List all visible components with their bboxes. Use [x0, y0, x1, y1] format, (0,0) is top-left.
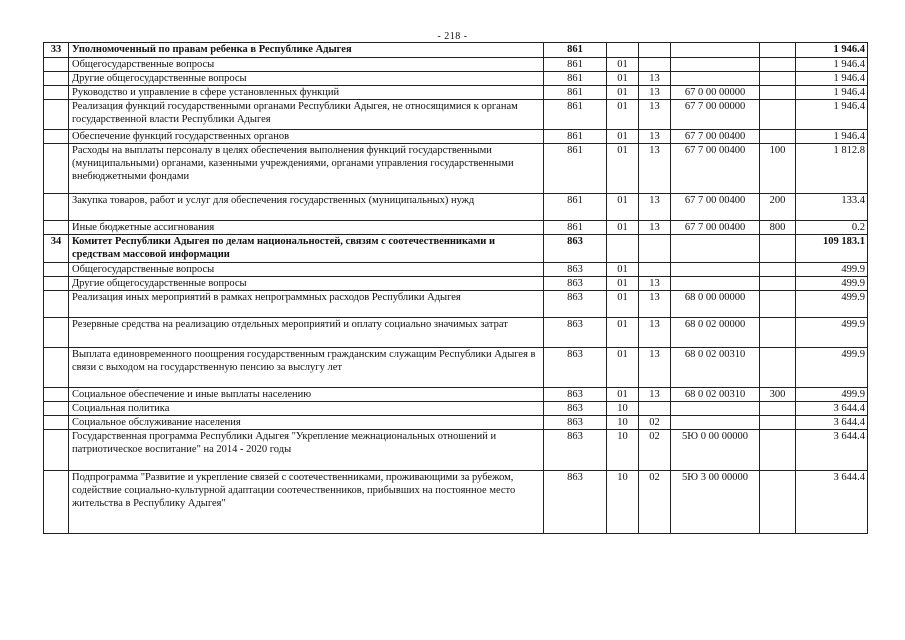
subsection-code-cell: 02 — [639, 471, 671, 534]
table-row — [44, 100, 868, 130]
target-article-code-cell: 68 0 02 00310 — [671, 348, 760, 388]
amount-cell: 499.9 — [796, 263, 868, 277]
item-name-cell: Подпрограмма "Развитие и укрепление связей с соотечественниками, проживающими за рубежом, содействие социально-культурной адаптации соотечественников, прибывших на постоянное место жительства в Республику Адыгея" — [69, 471, 544, 534]
table-row — [44, 471, 868, 534]
subsection-code-cell — [639, 58, 671, 72]
section-code-cell: 01 — [607, 291, 639, 318]
target-article-code-cell: 5Ю 0 00 00000 — [671, 430, 760, 471]
item-name-cell: Иные бюджетные ассигнования — [69, 221, 544, 235]
expense-type-code-cell: 300 — [760, 388, 796, 402]
amount-cell: 3 644.4 — [796, 402, 868, 416]
amount-cell: 1 946.4 — [796, 86, 868, 100]
target-article-code-cell — [671, 43, 760, 58]
row-number-cell: 34 — [44, 235, 69, 263]
target-article-code-cell — [671, 277, 760, 291]
row-number-cell — [44, 402, 69, 416]
table-row — [44, 348, 868, 388]
amount-cell: 3 644.4 — [796, 471, 868, 534]
target-article-code-cell: 5Ю 3 00 00000 — [671, 471, 760, 534]
amount-cell: 133.4 — [796, 194, 868, 221]
target-article-code-cell — [671, 263, 760, 277]
section-code-cell: 01 — [607, 130, 639, 144]
section-code-cell: 01 — [607, 318, 639, 348]
expense-type-code-cell — [760, 318, 796, 348]
expense-type-code-cell — [760, 348, 796, 388]
expense-type-code-cell: 800 — [760, 221, 796, 235]
section-code-cell: 01 — [607, 144, 639, 194]
table-row — [44, 221, 868, 235]
target-article-code-cell: 67 7 00 00400 — [671, 130, 760, 144]
amount-cell: 1 946.4 — [796, 43, 868, 58]
target-article-code-cell — [671, 235, 760, 263]
section-code-cell: 01 — [607, 388, 639, 402]
expense-type-code-cell — [760, 430, 796, 471]
ministry-code-cell: 863 — [544, 263, 607, 277]
table-row — [44, 291, 868, 318]
section-code-cell: 10 — [607, 430, 639, 471]
row-number-cell — [44, 130, 69, 144]
subsection-code-cell — [639, 402, 671, 416]
row-number-cell — [44, 416, 69, 430]
ministry-code-cell: 861 — [544, 221, 607, 235]
target-article-code-cell — [671, 402, 760, 416]
section-code-cell: 01 — [607, 194, 639, 221]
expense-type-code-cell — [760, 86, 796, 100]
item-name-cell: Закупка товаров, работ и услуг для обеспечения государственных (муниципальных) нужд — [69, 194, 544, 221]
item-name-cell: Другие общегосударственные вопросы — [69, 277, 544, 291]
subsection-code-cell: 02 — [639, 430, 671, 471]
expense-type-code-cell — [760, 43, 796, 58]
expense-type-code-cell — [760, 416, 796, 430]
item-name-cell: Расходы на выплаты персоналу в целях обеспечения выполнения функций государственными (муниципальными) органами, казенными учреждениями, органами управления государственными внебюджетными фондами — [69, 144, 544, 194]
section-code-cell: 10 — [607, 471, 639, 534]
ministry-code-cell: 863 — [544, 388, 607, 402]
ministry-code-cell: 863 — [544, 402, 607, 416]
target-article-code-cell: 67 0 00 00000 — [671, 86, 760, 100]
item-name-cell: Государственная программа Республики Адыгея "Укрепление межнациональных отношений и патриотическое воспитание" на 2014 - 2020 годы — [69, 430, 544, 471]
row-number-cell — [44, 144, 69, 194]
table-row — [44, 43, 868, 58]
subsection-code-cell — [639, 235, 671, 263]
table-row — [44, 72, 868, 86]
amount-cell: 499.9 — [796, 277, 868, 291]
budget-table — [43, 42, 868, 534]
item-name-cell: Руководство и управление в сфере установленных функций — [69, 86, 544, 100]
subsection-code-cell: 13 — [639, 144, 671, 194]
amount-cell: 3 644.4 — [796, 430, 868, 471]
section-code-cell — [607, 235, 639, 263]
section-code-cell: 01 — [607, 86, 639, 100]
item-name-cell: Общегосударственные вопросы — [69, 263, 544, 277]
expense-type-code-cell — [760, 235, 796, 263]
section-code-cell: 01 — [607, 263, 639, 277]
subsection-code-cell: 13 — [639, 86, 671, 100]
section-code-cell: 01 — [607, 348, 639, 388]
expense-type-code-cell: 100 — [760, 144, 796, 194]
target-article-code-cell: 68 0 02 00310 — [671, 388, 760, 402]
subsection-code-cell: 13 — [639, 221, 671, 235]
item-name-cell: Резервные средства на реализацию отдельных мероприятий и оплату социально значимых затрат — [69, 318, 544, 348]
item-name-cell: Обеспечение функций государственных органов — [69, 130, 544, 144]
amount-cell: 1 946.4 — [796, 100, 868, 130]
ministry-code-cell: 861 — [544, 43, 607, 58]
row-number-cell — [44, 263, 69, 277]
amount-cell: 109 183.1 — [796, 235, 868, 263]
amount-cell: 1 946.4 — [796, 130, 868, 144]
expense-type-code-cell — [760, 130, 796, 144]
target-article-code-cell — [671, 58, 760, 72]
subsection-code-cell: 13 — [639, 72, 671, 86]
ministry-code-cell: 863 — [544, 416, 607, 430]
item-name-cell: Реализация иных мероприятий в рамках непрограммных расходов Республики Адыгея — [69, 291, 544, 318]
expense-type-code-cell — [760, 471, 796, 534]
subsection-code-cell: 02 — [639, 416, 671, 430]
subsection-code-cell: 13 — [639, 291, 671, 318]
ministry-code-cell: 861 — [544, 194, 607, 221]
row-number-cell — [44, 430, 69, 471]
item-name-cell: Общегосударственные вопросы — [69, 58, 544, 72]
ministry-code-cell: 861 — [544, 144, 607, 194]
subsection-code-cell: 13 — [639, 100, 671, 130]
amount-cell: 499.9 — [796, 388, 868, 402]
table-row — [44, 318, 868, 348]
row-number-cell — [44, 100, 69, 130]
table-row — [44, 388, 868, 402]
table-row — [44, 402, 868, 416]
table-row — [44, 235, 868, 263]
subsection-code-cell: 13 — [639, 277, 671, 291]
target-article-code-cell: 67 7 00 00000 — [671, 100, 760, 130]
amount-cell: 1 946.4 — [796, 72, 868, 86]
target-article-code-cell — [671, 72, 760, 86]
row-number-cell — [44, 72, 69, 86]
row-number-cell — [44, 58, 69, 72]
row-number-cell — [44, 388, 69, 402]
ministry-code-cell: 863 — [544, 291, 607, 318]
target-article-code-cell: 68 0 02 00000 — [671, 318, 760, 348]
page-number: - 218 - — [437, 31, 468, 42]
ministry-code-cell: 863 — [544, 235, 607, 263]
amount-cell: 1 812.8 — [796, 144, 868, 194]
item-name-cell: Другие общегосударственные вопросы — [69, 72, 544, 86]
table-row — [44, 86, 868, 100]
item-name-cell: Социальная политика — [69, 402, 544, 416]
item-name-cell: Комитет Республики Адыгея по делам национальностей, связям с соотечественниками и средствам массовой информации — [69, 235, 544, 263]
ministry-code-cell: 861 — [544, 100, 607, 130]
item-name-cell: Уполномоченный по правам ребенка в Республике Адыгея — [69, 43, 544, 58]
section-code-cell: 01 — [607, 58, 639, 72]
section-code-cell: 01 — [607, 221, 639, 235]
amount-cell: 3 644.4 — [796, 416, 868, 430]
row-number-cell — [44, 86, 69, 100]
table-row — [44, 416, 868, 430]
subsection-code-cell — [639, 43, 671, 58]
amount-cell: 0.2 — [796, 221, 868, 235]
row-number-cell — [44, 277, 69, 291]
target-article-code-cell: 67 7 00 00400 — [671, 144, 760, 194]
expense-type-code-cell — [760, 263, 796, 277]
table-row — [44, 58, 868, 72]
expense-type-code-cell — [760, 100, 796, 130]
subsection-code-cell: 13 — [639, 388, 671, 402]
table-row — [44, 277, 868, 291]
ministry-code-cell: 863 — [544, 471, 607, 534]
amount-cell: 499.9 — [796, 348, 868, 388]
row-number-cell — [44, 221, 69, 235]
row-number-cell — [44, 291, 69, 318]
section-code-cell: 10 — [607, 402, 639, 416]
item-name-cell: Выплата единовременного поощрения государственным гражданским служащим Республики Адыгея в связи с выходом на государственную пенсию за выслугу лет — [69, 348, 544, 388]
item-name-cell: Реализация функций государственными органами Республики Адыгея, не относящимися к органам государственной власти Республики Адыгея — [69, 100, 544, 130]
expense-type-code-cell — [760, 291, 796, 318]
ministry-code-cell: 863 — [544, 348, 607, 388]
item-name-cell: Социальное обслуживание населения — [69, 416, 544, 430]
row-number-cell — [44, 194, 69, 221]
row-number-cell: 33 — [44, 43, 69, 58]
expense-type-code-cell — [760, 58, 796, 72]
subsection-code-cell: 13 — [639, 318, 671, 348]
expense-type-code-cell — [760, 402, 796, 416]
ministry-code-cell: 861 — [544, 58, 607, 72]
expense-type-code-cell — [760, 277, 796, 291]
target-article-code-cell — [671, 416, 760, 430]
row-number-cell — [44, 348, 69, 388]
amount-cell: 499.9 — [796, 318, 868, 348]
table-row — [44, 130, 868, 144]
row-number-cell — [44, 318, 69, 348]
expense-type-code-cell — [760, 72, 796, 86]
ministry-code-cell: 861 — [544, 86, 607, 100]
amount-cell: 1 946.4 — [796, 58, 868, 72]
target-article-code-cell: 67 7 00 00400 — [671, 221, 760, 235]
table-row — [44, 144, 868, 194]
subsection-code-cell — [639, 263, 671, 277]
table-row — [44, 194, 868, 221]
section-code-cell — [607, 43, 639, 58]
target-article-code-cell: 68 0 00 00000 — [671, 291, 760, 318]
ministry-code-cell: 861 — [544, 72, 607, 86]
section-code-cell: 10 — [607, 416, 639, 430]
expense-type-code-cell: 200 — [760, 194, 796, 221]
section-code-cell: 01 — [607, 277, 639, 291]
section-code-cell: 01 — [607, 72, 639, 86]
target-article-code-cell: 67 7 00 00400 — [671, 194, 760, 221]
subsection-code-cell: 13 — [639, 194, 671, 221]
amount-cell: 499.9 — [796, 291, 868, 318]
ministry-code-cell: 863 — [544, 318, 607, 348]
ministry-code-cell: 863 — [544, 430, 607, 471]
subsection-code-cell: 13 — [639, 348, 671, 388]
row-number-cell — [44, 471, 69, 534]
item-name-cell: Социальное обеспечение и иные выплаты населению — [69, 388, 544, 402]
table-row — [44, 430, 868, 471]
section-code-cell: 01 — [607, 100, 639, 130]
table-row — [44, 263, 868, 277]
subsection-code-cell: 13 — [639, 130, 671, 144]
ministry-code-cell: 861 — [544, 130, 607, 144]
ministry-code-cell: 863 — [544, 277, 607, 291]
